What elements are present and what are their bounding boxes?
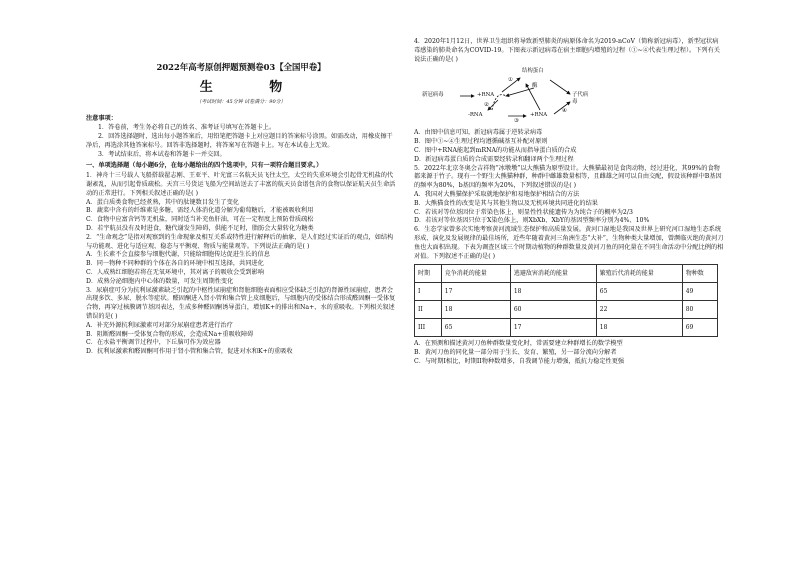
label-plus-rna-2: +RNA [530, 112, 548, 119]
left-column [86, 38, 396, 357]
notes-heading: 注意事项： [86, 115, 117, 123]
question-1-option-a: A．蛋白质类食物已经煮熟，其中的肽键数目发生了变化 [86, 198, 239, 206]
label-step-1: ① [508, 77, 513, 84]
table-cell: II [415, 301, 442, 319]
table-cell: 60 [510, 301, 596, 319]
table-cell: 22 [596, 301, 682, 319]
question-6-stem: 6．生态学家曾多次实地考察黄河流域生态保护和高质量发展。黄河口湿地是我国及世界上研究河口湿地生态系统形成、演化及发展规律的最佳场所，近些年随着黄河三角洲生态“大补”，生物种类大量增加，曾濒临灭绝的黄河刀鱼也大面积出现。下表为调查区域三个时期动植物的种群数量及黄河刀鱼的同化量在不同生命活动中分配比例的相对值。下列叙述不正确的是( ) [414, 226, 724, 260]
table-header-cell: 繁殖后代消耗的能量 [596, 265, 682, 283]
table-cell: 65 [441, 319, 510, 337]
table-cell: 49 [682, 283, 717, 301]
question-5-option-c: C．若该对等位基因位于常染色体上，则显性性状能遗传为为纯合子的概率为2/3 [414, 208, 633, 216]
exam-title: 2022年高考原创押题预测卷03【全国甲卷】 [156, 62, 326, 72]
question-1-stem: 1．神舟十三号载人飞船搭载翟志刚、王亚平、叶光富三名航天员飞往太空，太空的失重环境会引起骨无机盐的代谢紊乱，从而引起骨质疏松。天宫三号货运飞船为空间站送去了丰富的航天员食谱包含的食物以保证航天员生命活动的正常进行。下列相关叙述正确的是( ) [86, 172, 396, 197]
table-row [415, 301, 718, 319]
question-4-option-c: C．图中+RNA能起到mRNA的功能从而指导蛋白质的合成 [414, 146, 577, 154]
question-4-option-d: D．新冠病毒蛋白质的合成需要经转录和翻译两个生理过程 [414, 155, 574, 163]
table-header-cell: 时期 [415, 265, 442, 283]
question-5-option-b: B．大熊猫食性的改变是其与其他生物以及无机环境共同进化的结果 [414, 199, 598, 207]
question-3-option-b: B．阻断醛固酮一受体复合物的形成，会造成Na+重吸收障碍 [86, 330, 254, 338]
question-4-option-a: A．由图中信息可知，新冠病毒属于逆转录病毒 [414, 129, 543, 137]
table-row [415, 319, 718, 337]
table-cell: 18 [510, 283, 596, 301]
label-step-2: ② [484, 102, 489, 109]
note-1: 1．答卷前，考生务必将自己的姓名、准考证号填写在答题卡上。 [98, 124, 276, 132]
exam-info: （考试时间：45分钟 试卷满分：90分） [196, 99, 286, 106]
table-cell: III [415, 319, 442, 337]
question-2-stem: 2．“生命观念”是指对观察到的生命现象及相互关系或特性进行解释后的抽象，是人们经过实证后的观点，如结构与功能观、进化与适应观、稳态与平衡观、物质与能量观等。下列说法正确的是( ) [86, 233, 394, 250]
question-5-option-d: D．若该对等位基因只位于X染色体上，则XbXb、XbY的基因型频率分别为4%、10% [414, 217, 650, 225]
question-2-option-d: D．成熟分泌细胞内中心体的数量，可发生周期性变化 [86, 277, 234, 285]
question-1-option-c: C．食物中应富含钙等无机盐，同时适当补充鱼肝油，可在一定程度上预防骨质疏松 [86, 216, 314, 224]
label-minus-rna: -RNA [468, 112, 483, 119]
table-cell: 65 [596, 283, 682, 301]
label-offspring-virus: 子代病毒 [572, 92, 589, 105]
label-structural-protein: 结构蛋白 [522, 68, 544, 75]
right-column [414, 38, 724, 367]
table-header-cell: 竞争消耗的能量 [441, 265, 510, 283]
question-3-option-a: A．补充外源抗利尿激素可对部分尿崩症患者进行治疗 [86, 321, 233, 329]
label-plus-rna: +RNA [477, 92, 495, 99]
subject-title: 生 物 [199, 79, 309, 95]
table-cell: 80 [682, 301, 717, 319]
virus-replication-diagram [422, 66, 632, 126]
note-3: 3．考试结束后，将本试卷和答题卡一并交回。 [98, 150, 226, 158]
question-1-option-d: D．若宇航员没有及时进食，糖代谢发生障碍，供能不足时，脂肪会大量转化为糖类 [86, 225, 314, 233]
question-6-option-c: C．与时期I相比，时期II物种数增多，自我调节能力增强，抵抗力稳定性更强 [414, 357, 625, 365]
question-4-stem: 4．2020年1月12日，世界卫生组织将导致新型肺炎的病原体命名为2019-nCoV（简称新冠病毒），新型冠状病毒感染的肺炎命名为COVID-19。下图表示新冠病毒在宿主细胞内增殖的过程（①~④代表生理过程）。下列有关说法正确的是( ) [414, 38, 720, 63]
question-3-stem: 3．尿崩症可分为抗利尿激素缺乏引起的中枢性尿崩症和肾脏细胞表面相应受体缺乏引起的肾源性尿崩症，患者会出现多饮、多尿、脱水等症状。醛固酮进入肾小管和集合管上皮细胞后，与细胞内的受体结合形成醛固酮一受体复合物，再穿过核膜调节基因表达，生成多种醛固酮诱导蛋白，增加K+的排出和Na+、水的重吸收。下列相关叙述错误的是( ) [86, 286, 396, 320]
table-cell: 17 [510, 319, 596, 337]
question-6-option-a: A．在预测和描述黄河刀鱼种群数量变化时，常需要建立种群增长的数学模型 [414, 340, 623, 348]
question-2-option-a: A．生长素不会直接参与细胞代谢，只能给细胞传达促进生长的信息 [86, 251, 270, 259]
question-5-option-a: A．我国对大熊猫保护采取就地保护和易地保护相结合的方法 [414, 190, 580, 198]
table-row [415, 283, 718, 301]
question-2-option-b: B．同一物种不同种群的个体在各自的环境中相互选择，共同进化 [86, 260, 264, 268]
question-1-option-b: B．蔬菜中含有的纤维素是多糖，需经人体消化道分解为葡萄糖后，才能被吸收利用 [86, 207, 314, 215]
label-step-4: ④ [562, 108, 567, 115]
table-cell: 17 [441, 283, 510, 301]
energy-allocation-table [414, 264, 718, 337]
question-3-option-d: D．抗利尿激素和醛固酮可作用于肾小管和集合管，促进对水和K+的重吸收 [86, 348, 293, 356]
table-cell: 18 [596, 319, 682, 337]
section-heading: 一、单项选择题（每小题6分，在每小题给出的四个选项中，只有一项符合题目要求。） [86, 162, 323, 170]
table-cell: I [415, 283, 442, 301]
question-3-option-c: C．在水盐平衡调节过程中，下丘脑可作为效应器 [86, 339, 221, 347]
table-header-cell: 逃避敌害消耗的能量 [510, 265, 596, 283]
label-virus: 新冠病毒 [422, 92, 444, 99]
question-2-option-c: C．人成熟红细胞若将在无氧环境中，其对离子的吸收会受到影响 [86, 269, 264, 277]
note-2: 2．回答选择题时，选出每小题答案后，用铅笔把答题卡上对应题目的答案标号涂黑。如需改动，用橡皮擦干净后，再选涂其他答案标号。回答非选择题时，将答案写在答题卡上。写在本试卷上无效。 [86, 133, 393, 149]
table-cell: 18 [441, 301, 510, 319]
question-5-stem: 5．2022年北京冬奥会吉祥物“冰墩墩”以大熊猫为原型设计。大熊猫最初是食肉动物，经过进化，其99%的食物都来源于竹子。现有一个野生大熊猫种群，种群中雌雄数量相等，且雌雄之间可以自由交配，假设该种群中B基因的频率为80%，b基因的频率为20%，下列叙述错误的是( ) [414, 164, 722, 190]
question-4-option-b: B．图中①~④生理过程均遵循碱基互补配对原则 [414, 138, 548, 146]
table-header-row [415, 265, 718, 283]
table-cell: 69 [682, 319, 717, 337]
label-step-3: ③ [514, 118, 519, 125]
question-6-option-b: B．黄河刀鱼的同化量一部分用于生长、发育、繁殖，另一部分流向分解者 [414, 349, 617, 357]
label-enzyme: 酶 [532, 83, 538, 90]
table-header-cell: 物种数 [682, 265, 717, 283]
